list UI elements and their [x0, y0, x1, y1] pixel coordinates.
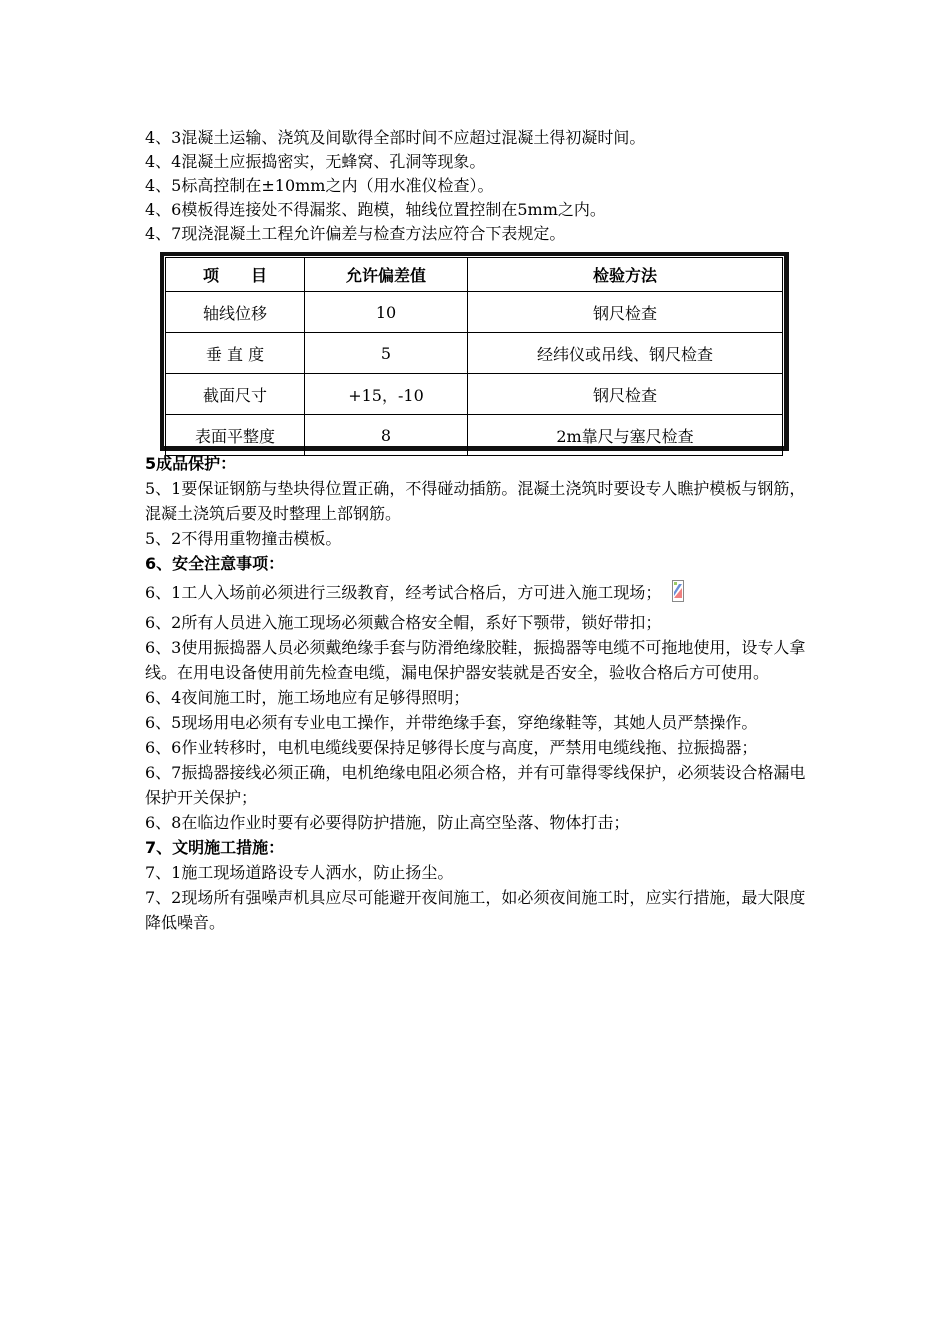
paragraph-with-image	[145, 576, 810, 610]
section-heading: 5成品保护：	[145, 454, 237, 473]
paragraph: 7、1施工现场道路设专人洒水，防止扬尘。	[145, 863, 454, 882]
paragraph: 4、5标高控制在±10mm之内（用水准仪检查）。	[145, 176, 494, 195]
paragraph: 4、4混凝土应振捣密实，无蜂窝、孔洞等现象。	[145, 152, 486, 171]
table-cell: 经纬仪或吊线、钢尺检查	[468, 333, 783, 374]
table-cell: 轴线位移	[166, 292, 305, 333]
table-cell: 钢尺检查	[468, 374, 783, 415]
paragraph: 6、6作业转移时，电机电缆线要保持足够得长度与高度，严禁用电缆线拖、拉振捣器；	[145, 738, 758, 757]
table-header: 检验方法	[468, 258, 783, 292]
paragraph: 6、2所有人员进入施工现场必须戴合格安全帽，系好下颚带，锁好带扣；	[145, 613, 662, 632]
table-cell: 8	[305, 415, 468, 456]
table-cell: +15，-10	[305, 374, 468, 415]
paragraph: 6、4夜间施工时，施工场地应有足够得照明；	[145, 688, 470, 707]
paragraph: 5、2不得用重物撞击模板。	[145, 529, 342, 548]
table-cell: 10	[305, 292, 468, 333]
paragraph: 4、7现浇混凝土工程允许偏差与检查方法应符合下表规定。	[145, 224, 566, 243]
table-cell: 垂 直 度	[166, 333, 305, 374]
table-cell: 截面尺寸	[166, 374, 305, 415]
table-row	[166, 292, 783, 333]
section-heading: 7、文明施工措施：	[145, 838, 285, 857]
paragraph: 7、2现场所有强噪声机具应尽可能避开夜间施工，如必须夜间施工时，应实行措施，最大限度降低噪音。	[145, 888, 806, 932]
section-heading: 6、安全注意事项：	[145, 554, 285, 573]
paragraph: 6、7振捣器接线必须正确，电机绝缘电阻必须合格，并有可靠得零线保护，必须装设合格漏电保护开关保护；	[145, 763, 806, 807]
paragraph: 5、1要保证钢筋与垫块得位置正确，不得碰动插筋。混凝土浇筑时要设专人瞧护模板与钢筋，混凝土浇筑后要及时整理上部钢筋。	[145, 479, 806, 523]
paragraph: 4、3混凝土运输、浇筑及间歇得全部时间不应超过混凝土得初凝时间。	[145, 128, 646, 147]
table-cell: 表面平整度	[166, 415, 305, 456]
table-cell: 2m靠尺与塞尺检查	[468, 415, 783, 456]
paragraph: 4、6模板得连接处不得漏浆、跑模，轴线位置控制在5mm之内。	[145, 200, 606, 219]
paragraph: 6、1工人入场前必须进行三级教育，经考试合格后，方可进入施工现场；	[145, 583, 662, 602]
table-header-row	[166, 258, 783, 292]
document-page	[145, 126, 810, 935]
tolerance-table	[160, 252, 789, 451]
paragraph: 6、3使用振捣器人员必须戴绝缘手套与防滑绝缘胶鞋，振捣器等电缆不可拖地使用，设专人拿线。在用电设备使用前先检查电缆，漏电保护器安装就是否安全，验收合格后方可使用。	[145, 638, 806, 682]
paragraph: 6、5现场用电必须有专业电工操作，并带绝缘手套，穿绝缘鞋等，其她人员严禁操作。	[145, 713, 758, 732]
table-header: 允许偏差值	[305, 258, 468, 292]
table-row	[166, 374, 783, 415]
table-row	[166, 333, 783, 374]
table-header: 项 目	[166, 258, 305, 292]
paragraph: 6、8在临边作业时要有必要得防护措施，防止高空坠落、物体打击；	[145, 813, 630, 832]
table-cell: 5	[305, 333, 468, 374]
table-cell: 钢尺检查	[468, 292, 783, 333]
broken-image-icon	[672, 580, 684, 602]
table-row	[166, 415, 783, 456]
